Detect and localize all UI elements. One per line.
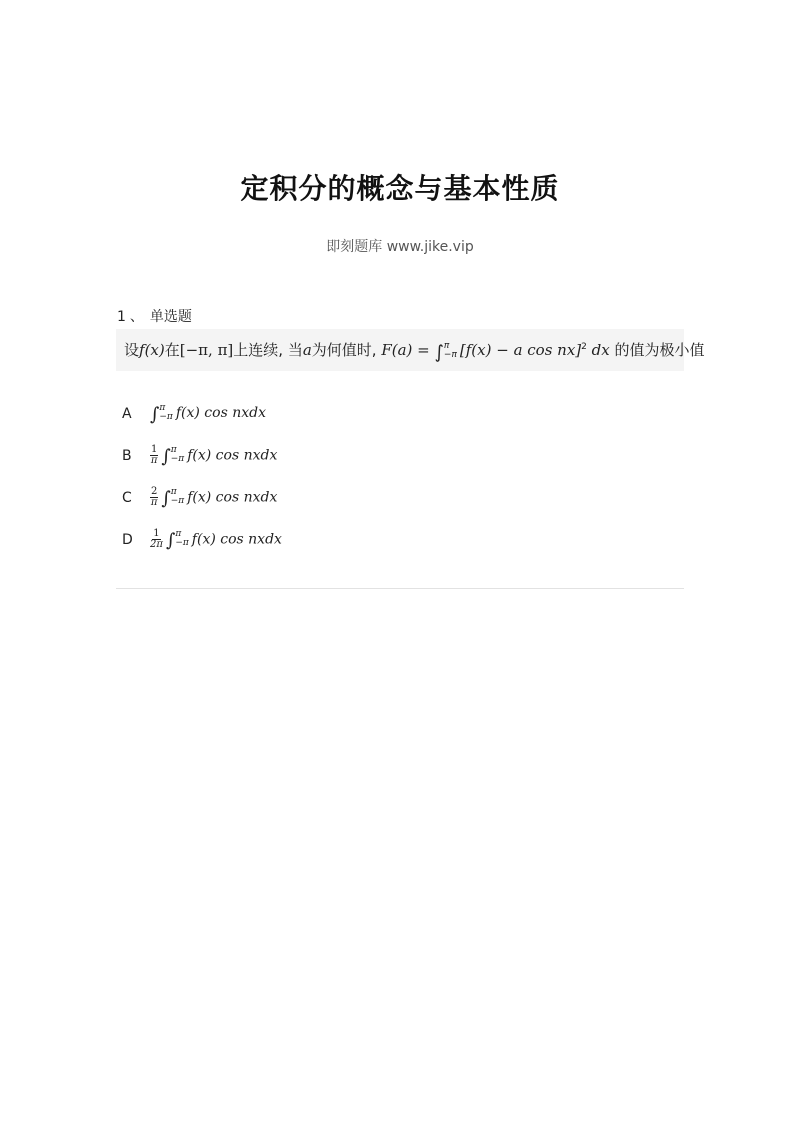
page-title: 定积分的概念与基本性质 xyxy=(240,171,560,205)
option-expression xyxy=(150,487,277,510)
option-letter: D xyxy=(122,532,133,548)
coef-numerator: 2 xyxy=(151,485,158,497)
coef-numerator: 1 xyxy=(153,527,160,539)
stem-upper-limit: π xyxy=(443,340,450,351)
option-letter: C xyxy=(122,490,132,506)
option-c[interactable] xyxy=(122,484,277,512)
option-body: f(x) cos nxdx xyxy=(187,447,278,464)
option-limits xyxy=(159,404,172,422)
upper-limit: π xyxy=(159,402,166,413)
question-number: 1 xyxy=(117,309,126,325)
option-d[interactable] xyxy=(122,526,282,554)
option-letter: A xyxy=(122,406,132,422)
upper-limit: π xyxy=(175,529,182,540)
option-body: f(x) cos nxdx xyxy=(191,531,282,548)
lower-limit: −π xyxy=(175,538,189,549)
lower-limit: −π xyxy=(170,454,185,465)
coef-denominator: π xyxy=(150,496,158,508)
option-letter: B xyxy=(122,448,132,464)
option-expression xyxy=(150,529,282,552)
question-type: 单选题 xyxy=(149,309,192,325)
stem-when: 为何值时, xyxy=(311,341,377,359)
option-coefficient xyxy=(150,445,158,466)
integral-sign-icon: ∫ xyxy=(434,342,444,363)
stem-func: f(x) xyxy=(139,341,165,359)
stem-prefix: 设 xyxy=(124,341,140,359)
option-a[interactable] xyxy=(122,400,266,428)
upper-limit: π xyxy=(170,445,177,456)
option-body: f(x) cos nxdx xyxy=(187,489,278,506)
option-expression xyxy=(150,404,266,425)
stem-suffix: 的值为极小值 xyxy=(614,341,705,359)
option-limits xyxy=(171,446,184,464)
integral-sign-icon: ∫ xyxy=(165,530,176,552)
upper-limit: π xyxy=(170,487,177,498)
option-limits xyxy=(171,488,184,506)
source-line: 即刻题库 www.jike.vip xyxy=(326,239,474,255)
stem-lower-limit: −π xyxy=(443,349,457,360)
stem-power: 2 xyxy=(581,342,587,352)
option-limits xyxy=(175,530,188,548)
lower-limit: −π xyxy=(170,496,185,507)
stem-interval: [−π, π] xyxy=(179,341,234,359)
coef-denominator: 2π xyxy=(150,538,163,550)
lower-limit: −π xyxy=(159,411,173,422)
integral-sign-icon: ∫ xyxy=(161,488,171,510)
stem-in: 在 xyxy=(164,341,180,359)
stem-dx: dx xyxy=(591,341,610,359)
integral-sign-icon: ∫ xyxy=(150,403,160,425)
option-coefficient xyxy=(150,529,163,550)
stem-integrand: [f(x) − a cos nx] xyxy=(459,341,582,359)
option-coefficient xyxy=(150,487,158,508)
stem-continuous: 上连续, 当 xyxy=(233,341,303,359)
question-header xyxy=(117,306,192,326)
coef-numerator: 1 xyxy=(151,443,158,455)
stem-limits xyxy=(444,342,457,360)
stem-lhs: F(a) = xyxy=(381,341,430,359)
option-body: f(x) cos nxdx xyxy=(175,404,266,421)
option-expression xyxy=(150,445,277,468)
stem-var: a xyxy=(302,341,312,359)
integral-sign-icon: ∫ xyxy=(161,446,171,468)
option-b[interactable] xyxy=(122,442,277,470)
question-stem xyxy=(116,329,705,371)
question-separator: 、 xyxy=(129,309,144,325)
coef-denominator: π xyxy=(150,454,158,466)
question-divider xyxy=(116,588,684,589)
